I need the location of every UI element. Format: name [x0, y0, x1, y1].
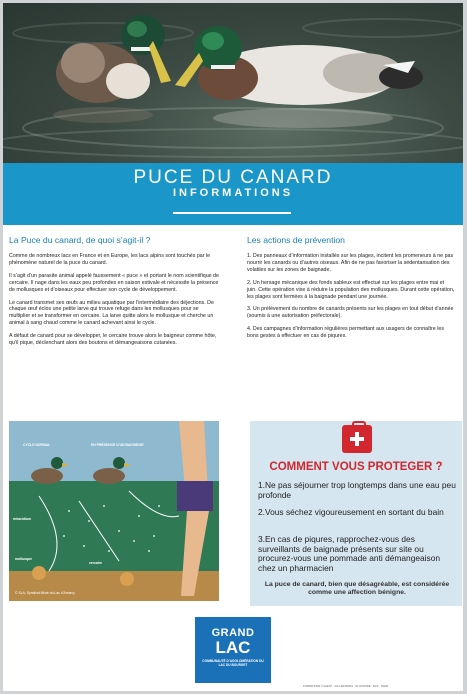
poster-title: PUCE DU CANARD [133, 167, 333, 188]
prevention-item: 3. Un prélèvement du nombre de canards présents sur les plages en tout début d’année (soumis à une autorisation préfectorale). [247, 306, 454, 320]
logo-tagline: COMMUNAUTÉ D’AGGLOMÉRATION DU LAC DU BOURGET [202, 659, 264, 667]
info-paragraph: Il s’agit d’un parasite animal appelé faussement « puce » et portant le nom scientifique de cercaire. Il nage dans les eaux peu profondes en saison estivale et nécessite la présence de mollusques et d’oiseaux pour effectuer son cycle de développement. [9, 272, 219, 293]
info-paragraph: A défaut de canard pour se développer, le cercaire trouve alors le baigneur comme hôte, qu’il pique, déclenchant alors des boutons et démangeaisons cutanées. [9, 333, 217, 347]
prevention-item: 4. Des campagnes d’information régulières permettant aux usagers de connaître les bons gestes à effectuer en cas de piqures. [247, 326, 444, 340]
prevention-column [247, 235, 455, 346]
prevention-item: 2. Un hersage mécanique des fonds sableux est effectué sur les plages entre mai et juin. Cette opération vise à réduire la population des mollusques. Durant cette opération, les plages sont fermées à la baignade pendant une journée. [247, 279, 455, 300]
protection-item: 1.Ne pas séjourner trop longtemps dans une eau peu profonde [258, 480, 456, 500]
cycle-label: CYCLE NORMAL [23, 443, 51, 447]
grand-lac-logo [195, 617, 271, 683]
cercaire-label: cercaire [89, 561, 103, 565]
bather-label: EN PRÉSENCE D’UN BAIGNEUR [91, 443, 144, 447]
poster [3, 3, 463, 691]
poster-subtitle: INFORMATIONS [172, 187, 294, 199]
prevention-heading: Les actions de prévention [247, 235, 345, 245]
first-aid-kit-icon [342, 425, 372, 453]
miracidium-label: miracidium [13, 517, 32, 521]
logo-line2: LAC [215, 638, 251, 657]
info-heading: La Puce du canard, de quoi s’agit-il ? [9, 235, 151, 245]
protection-item: 3.En cas de piqures, rapprochez-vous des surveillants de baignade présents sur site ou procurez-vous une pommade anti démangeaison chez un pharmacien [258, 534, 441, 573]
illustration-credit: © SLA, Syndicat Mixte du Lac d’Annecy [15, 591, 75, 595]
protection-title: COMMENT VOUS PROTEGER ? [269, 461, 443, 473]
info-paragraph: Le canard transmet ses œufs au milieu aquatique par l’intermédiaire des déjections. De chaque œuf éclos une petite larve qui trouve refuge dans les mollusques pour se multiplier et se transformer en cercaire. La larve quitte alors le mollusque et cherche un animal à sang chaud comme le canard achevant ainsi le cycle. [9, 299, 214, 327]
logo-line1: GRAND [211, 627, 255, 639]
info-column [9, 235, 219, 353]
info-paragraph: Comme de nombreux lacs en France et en Europe, les lacs alpins sont touchés par le phénomène naturel de la puce du canard. [9, 253, 211, 266]
mollusque-label: mollusque [15, 557, 32, 561]
footnote: FORMATIONS © AGENT · AIX-LES-BAINS · ST HONORE · RCS · 75008 [303, 685, 388, 688]
protection-box [250, 421, 462, 606]
title-underline [173, 212, 291, 214]
title-banner [3, 163, 463, 225]
protection-item: 2.Vous séchez vigoureusement en sortant du bain [258, 507, 444, 517]
prevention-item: 1. Des panneaux d’information installés sur les plages, incitent les promeneurs à ne pas nourrir les canards ou d’autres oiseaux. Afin de ne pas favoriser la sédentarisation des volatiles sur les zones de baignade. [247, 253, 454, 273]
ducks-illustration [3, 3, 463, 163]
protection-closing: La puce de canard, bien que désagréable, est considérée comme une affection bénigne. [264, 581, 450, 596]
lifecycle-illustration [9, 421, 219, 601]
duck-photo [3, 3, 463, 163]
